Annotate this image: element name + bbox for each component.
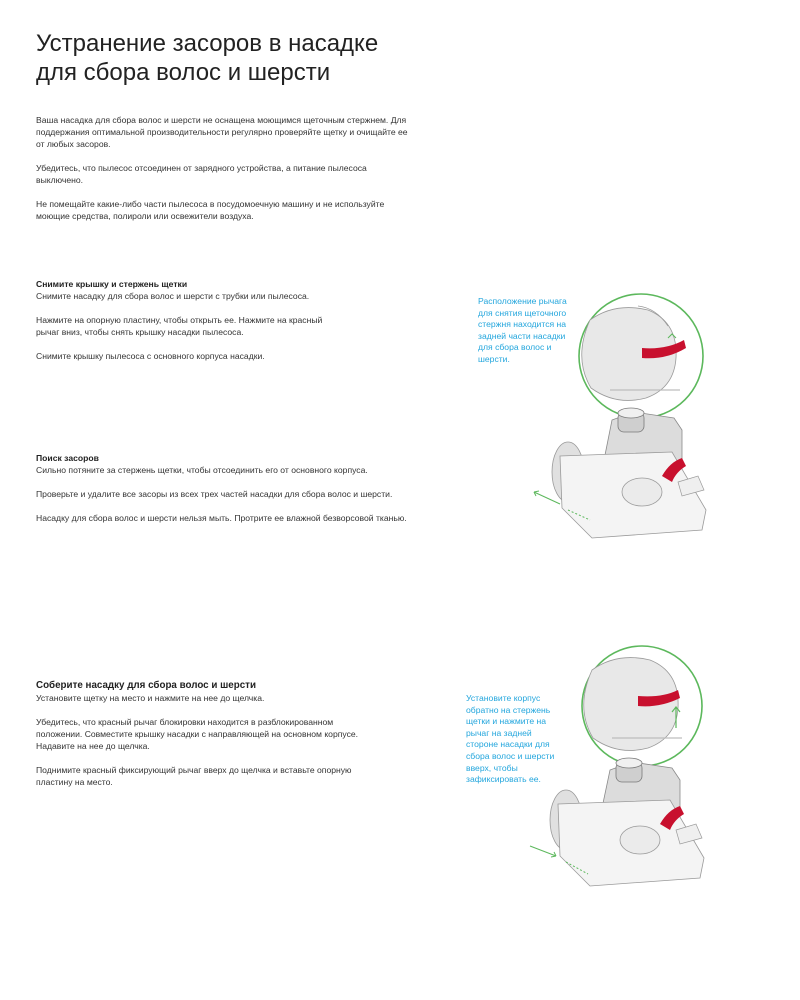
step-heading: Соберите насадку для сбора волос и шерсти	[36, 680, 256, 691]
step-heading: Снимите крышку и стержень щетки	[36, 279, 188, 289]
step-paragraph: Сильно потяните за стержень щетки, чтобы отсоединить его от основного корпуса.	[36, 465, 368, 475]
brush-head-reassembly-illustration	[520, 640, 720, 900]
brush-head-removal-illustration	[520, 280, 720, 550]
step-reassemble	[36, 680, 366, 788]
callout-reattach-body: Установите корпус обратно на стержень щетки и нажмите на рычаг на задней стороне насадки для сбора волос и шерсти вверх, чтобы зафиксировать ее.	[466, 693, 555, 785]
step-remove-cover	[36, 278, 341, 362]
step-find-blockages	[36, 452, 436, 524]
intro-paragraph: Ваша насадка для сбора волос и шерсти не оснащена моющимся щеточным стержнем. Для поддержания оптимальной производительности регулярно проверяйте щетку и очищайте ее от любых засоров.	[36, 115, 408, 149]
intro-paragraph: Не помещайте какие-либо части пылесоса в посудомоечную машину и не используйте моющие средства, полироли или освежители воздуха.	[36, 199, 385, 221]
callout-lever-location: Расположение рычага для снятия щеточного стержня находится на задней части насадки для сбора волос и шерсти.	[478, 296, 567, 364]
intro-section	[36, 114, 416, 222]
step-paragraph: Убедитесь, что красный рычаг блокировки находится в разблокированном положении. Совместите крышку насадки с направляющей на основном корпусе. Надавите на нее до щелчка.	[36, 717, 359, 751]
step-heading: Поиск засоров	[36, 453, 99, 463]
step-paragraph: Снимите крышку пылесоса с основного корпуса насадки.	[36, 351, 265, 361]
step-paragraph: Поднимите красный фиксирующий рычаг вверх до щелчка и вставьте опорную пластину на место.	[36, 765, 352, 787]
page-title: Устранение засоров в насадке для сбора волос и шерсти	[36, 30, 379, 86]
step-paragraph: Снимите насадку для сбора волос и шерсти с трубки или пылесоса.	[36, 291, 310, 301]
step-paragraph: Проверьте и удалите все засоры из всех трех частей насадки для сбора волос и шерсти.	[36, 489, 393, 499]
step-paragraph: Нажмите на опорную пластину, чтобы открыть ее. Нажмите на красный рычаг вниз, чтобы снять крышку насадки пылесоса.	[36, 315, 323, 337]
step-paragraph: Установите щетку на место и нажмите на нее до щелчка.	[36, 693, 265, 703]
intro-paragraph: Убедитесь, что пылесос отсоединен от зарядного устройства, а питание пылесоса выключено.	[36, 163, 367, 185]
step-paragraph: Насадку для сбора волос и шерсти нельзя мыть. Протрите ее влажной безворсовой тканью.	[36, 513, 407, 523]
